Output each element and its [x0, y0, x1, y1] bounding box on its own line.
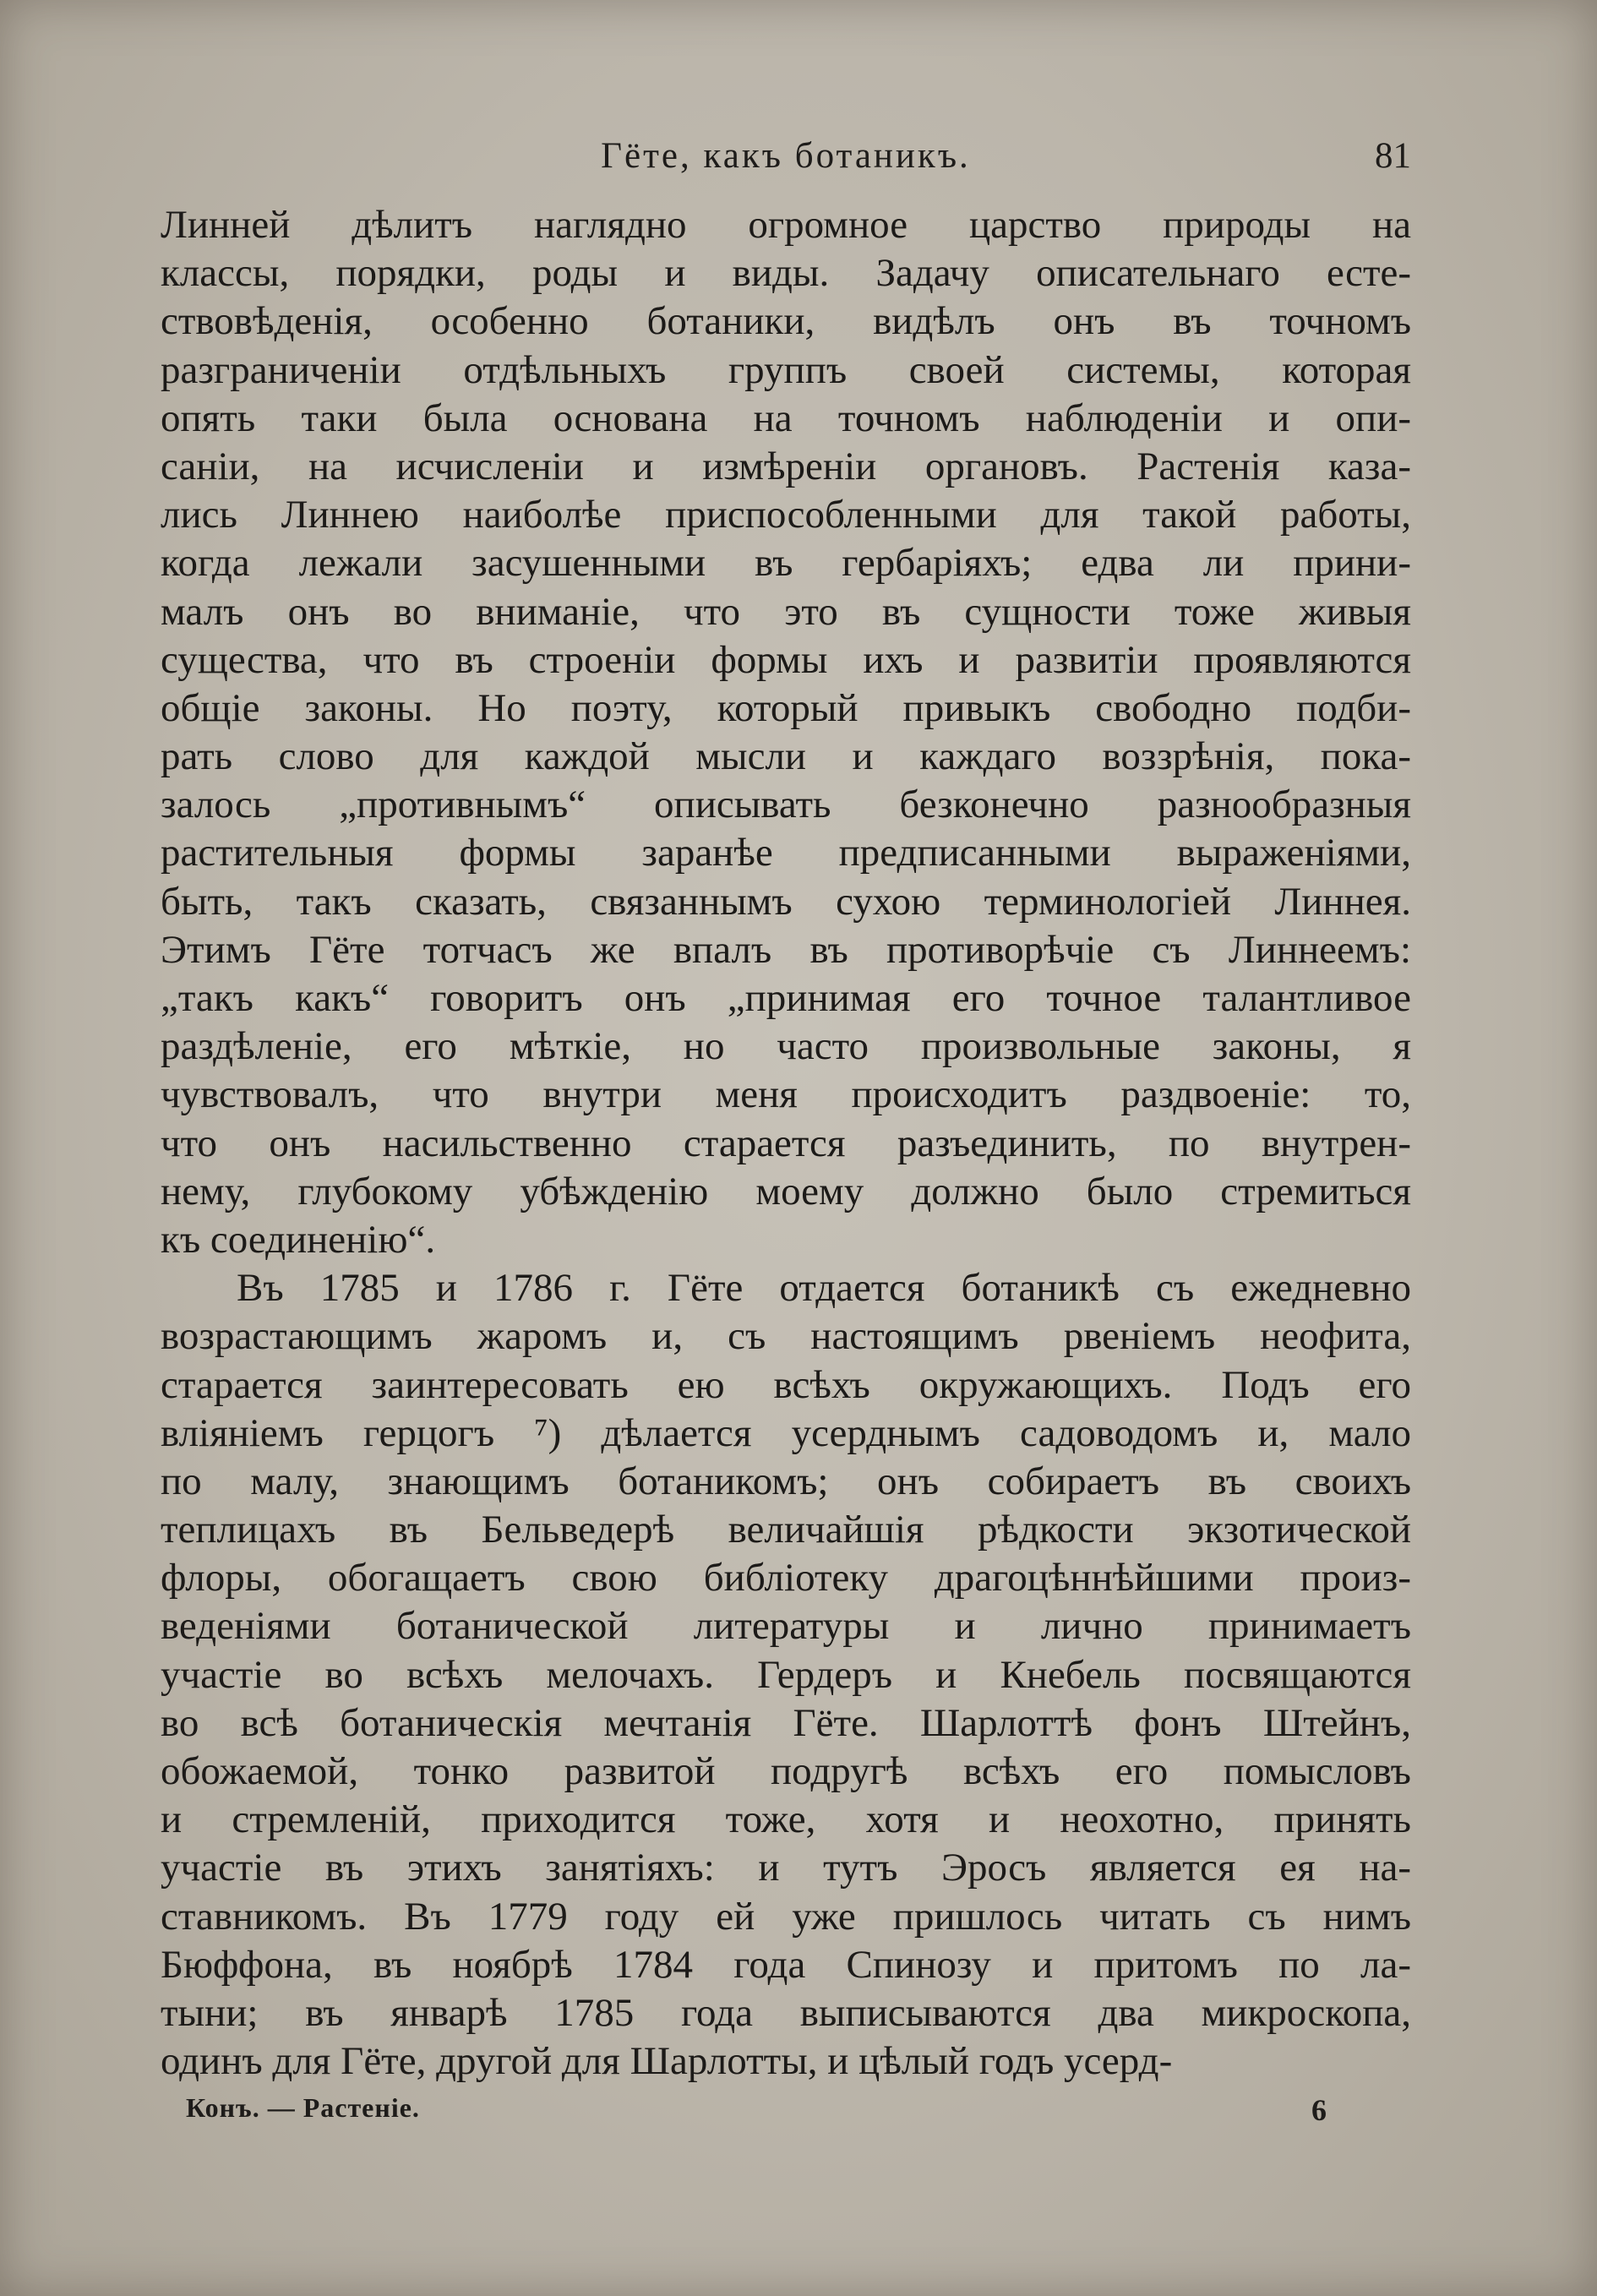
text-line: обожаемой, тонко развитой подругѣ всѣхъ его помысловъ: [161, 1749, 1411, 1793]
text-line: рать слово для каждой мысли и каждаго воззрѣнія, пока-: [161, 734, 1411, 779]
text-line: общіе законы. Но поэту, который привыкъ свободно подби-: [161, 685, 1411, 730]
text-line: возрастающимъ жаромъ и, съ настоящимъ рвеніемъ неофита,: [161, 1314, 1411, 1359]
text-line: разграниченіи отдѣльныхъ группъ своей системы, которая: [161, 347, 1411, 392]
text-line: залось „противнымъ“ описывать безконечно разнообразныя: [161, 783, 1411, 827]
text-line: Въ 1785 и 1786 г. Гёте отдается ботаникѣ съ ежедневно: [237, 1266, 1411, 1311]
text-line: участіе во всѣхъ мелочахъ. Гердеръ и Кнебель посвящаются: [161, 1652, 1411, 1697]
sheet-number: 6: [1311, 2093, 1327, 2127]
text-line: раздѣленіе, его мѣткіе, но часто произвольные законы, я: [161, 1024, 1411, 1069]
text-line: и стремленій, приходится тоже, хотя и неохотно, принять: [161, 1797, 1411, 1842]
text-line: во всѣ ботаническія мечтанія Гёте. Шарлоттѣ фонъ Штейнъ,: [161, 1700, 1411, 1745]
text-line: веденіями ботанической литературы и лично принимаетъ: [161, 1604, 1411, 1649]
text-line: ставникомъ. Въ 1779 году ей уже пришлось читать съ нимъ: [161, 1894, 1411, 1939]
paragraph: [161, 1264, 1411, 2086]
text-line: тыни; въ январѣ 1785 года выписываются два микроскопа,: [161, 1990, 1411, 2035]
text-line: теплицахъ въ Бельведерѣ величайшія рѣдкости экзотической: [161, 1508, 1411, 1552]
text-line: малъ онъ во вниманіе, что это въ сущности тоже живыя: [161, 589, 1411, 634]
text-line: ствовѣденія, особенно ботаники, видѣлъ онъ въ точномъ: [161, 299, 1411, 344]
text-line: Бюффона, въ ноябрѣ 1784 года Спинозу и притомъ по ла-: [161, 1942, 1411, 1987]
page-number: 81: [1375, 136, 1411, 176]
text-line: когда лежали засушенными въ гербаріяхъ; едва ли прини-: [161, 541, 1411, 586]
text-line: лись Линнею наиболѣе приспособленными для такой работы,: [161, 493, 1411, 537]
text-line: чувствовалъ, что внутри меня происходитъ раздвоеніе: то,: [161, 1072, 1411, 1117]
text-line: по малу, знающимъ ботаникомъ; онъ собираетъ въ своихъ: [161, 1459, 1411, 1503]
text-line: участіе въ этихъ занятіяхъ: и тутъ Эросъ является ея на-: [161, 1846, 1411, 1890]
text-line: къ соединенію“.: [161, 1217, 436, 1262]
text-line: растительныя формы заранѣе предписанными выраженіями,: [161, 831, 1411, 875]
text-line: существа, что въ строеніи формы ихъ и развитіи проявляются: [161, 637, 1411, 682]
running-title: Гёте, какъ ботаникъ.: [601, 136, 971, 176]
text-line: саніи, на исчисленіи и измѣреніи органовъ. Растенія каза-: [161, 444, 1411, 488]
text-line: одинъ для Гёте, другой для Шарлотты, и цѣлый годъ усерд-: [161, 2039, 1173, 2084]
page-footer: [186, 2092, 1327, 2135]
text-line: нему, глубокому убѣжденію моему должно было стремиться: [161, 1169, 1411, 1213]
signature-mark: Конъ. — Растеніе.: [186, 2092, 420, 2123]
text-line: классы, порядки, роды и виды. Задачу описательнаго есте-: [161, 251, 1411, 296]
text-line: „такъ какъ“ говоритъ онъ „принимая его точное талантливое: [161, 976, 1411, 1020]
text-line: Этимъ Гёте тотчасъ же впалъ въ противорѣчіе съ Линнеемъ:: [161, 927, 1411, 972]
text-line: флоры, обогащаетъ свою библіотеку драгоцѣннѣйшими произ-: [161, 1556, 1411, 1601]
text-line: Линней дѣлитъ наглядно огромное царство природы на: [161, 203, 1411, 247]
paragraph: [161, 201, 1411, 1264]
text-line: опять таки была основана на точномъ наблюденіи и опи-: [161, 395, 1411, 440]
text-line: вліяніемъ герцогъ ⁷) дѣлается усерднымъ садоводомъ и, мало: [161, 1410, 1411, 1455]
page-header: [161, 135, 1411, 183]
text-line: быть, такъ сказать, связаннымъ сухою терминологіей Линнея.: [161, 879, 1411, 924]
text-line: старается заинтересовать ею всѣхъ окружающихъ. Подъ его: [161, 1362, 1411, 1407]
body-text: [161, 201, 1411, 2086]
text-line: что онъ насильственно старается разъединить, по внутрен-: [161, 1121, 1411, 1165]
